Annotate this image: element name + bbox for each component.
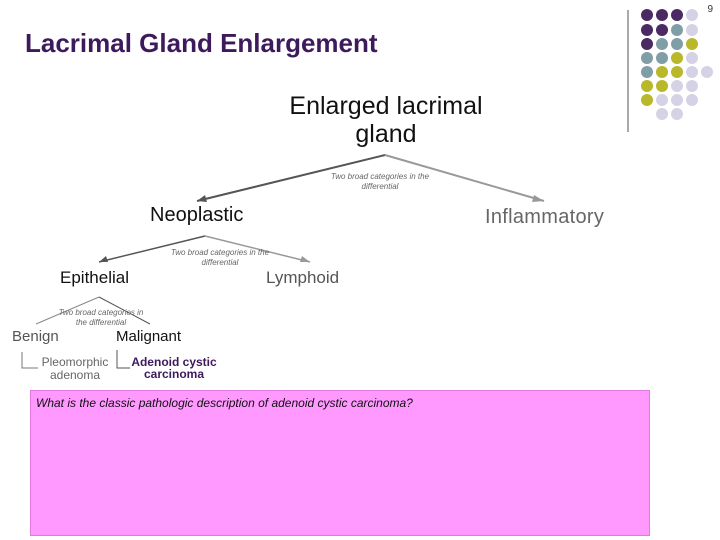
slide-title: Lacrimal Gland Enlargement [25,28,378,58]
node-epithelial: Epithelial [60,268,129,287]
root-node: Enlarged lacrimal gland [289,92,483,148]
page-number: 9 [707,4,713,15]
node-neoplastic: Neoplastic [150,204,244,226]
tree-connectors [22,155,544,368]
note-neoplastic: Two broad categories in the differential [170,248,270,267]
node-benign: Benign [12,328,59,345]
dot-grid-decoration [641,9,713,120]
node-inflammatory: Inflammatory [485,206,605,228]
note-root: Two broad categories in the differential [330,172,430,191]
note-epithelial: Two broad categories in the differential [58,308,144,327]
node-malignant: Malignant [116,328,182,345]
answer-box [30,390,650,536]
question-text: What is the classic pathologic description of adenoid cystic carcinoma? [36,396,413,410]
leaf-adenoid-cystic-carcinoma: Adenoid cystic carcinoma [131,355,217,381]
node-lymphoid: Lymphoid [266,268,340,287]
leaf-pleomorphic-adenoma: Pleomorphic adenoma [41,355,109,382]
